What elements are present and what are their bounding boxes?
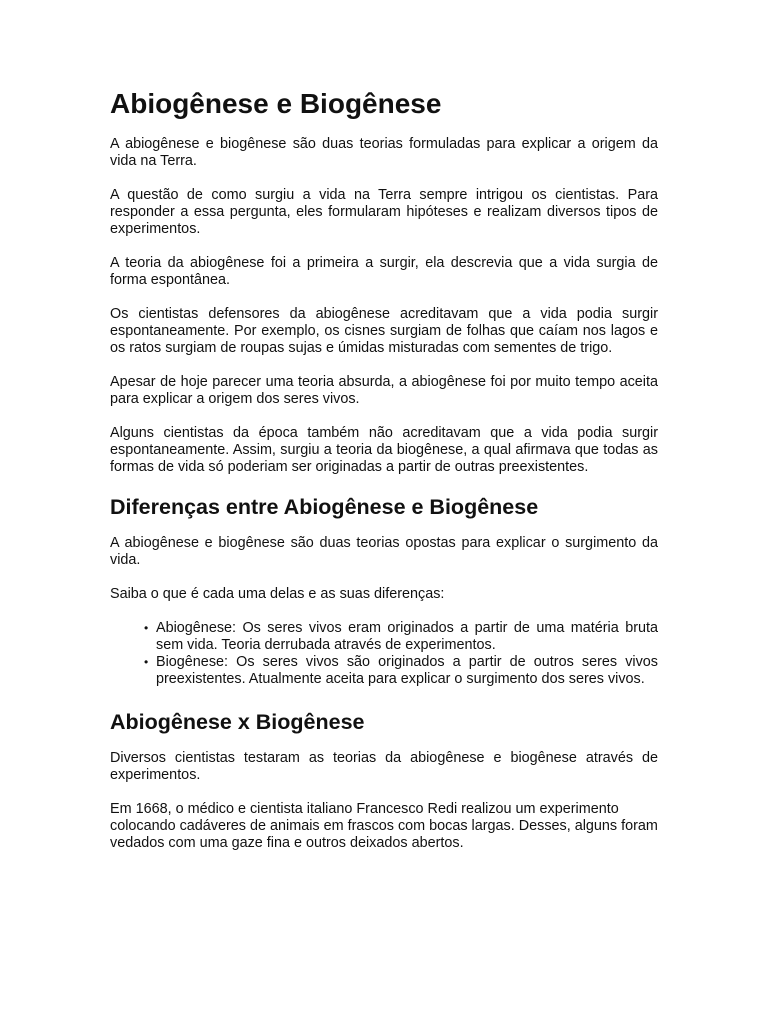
comparison-paragraph-2: Em 1668, o médico e cientista italiano Francesco Redi realizou um experimento colocando cadáveres de animais em frascos com bocas largas. Desses, alguns foram vedados com uma gaze fina e outros deixados abertos. xyxy=(110,801,658,851)
intro-paragraph-3: A teoria da abiogênese foi a primeira a surgir, ela descrevia que a vida surgia de forma espontânea. xyxy=(110,255,658,288)
differences-paragraph-2: Saiba o que é cada uma delas e as suas diferenças: xyxy=(110,586,445,602)
bullet-icon: • xyxy=(144,655,149,669)
section-heading-differences: Diferenças entre Abiogênese e Biogênese xyxy=(110,495,539,519)
document-page xyxy=(110,86,658,869)
list-item-text: Biogênese: Os seres vivos são originados a partir de outros seres vivos preexistentes. Atualmente aceita para explicar o surgimento dos seres vivos. xyxy=(156,654,658,687)
list-item-abiogenesis xyxy=(110,620,658,654)
intro-paragraph-1: A abiogênese e biogênese são duas teorias formuladas para explicar a origem da vida na Terra. xyxy=(110,136,658,169)
intro-paragraph-4: Os cientistas defensores da abiogênese acreditavam que a vida podia surgir espontaneamente. Por exemplo, os cisnes surgiam de folhas que caíam nos lagos e os ratos surgiam de roupas sujas e úmidas misturadas com sementes de trigo. xyxy=(110,306,658,356)
page-title: Abiogênese e Biogênese xyxy=(110,88,442,119)
intro-paragraph-6: Alguns cientistas da época também não acreditavam que a vida podia surgir espontaneamente. Assim, surgiu a teoria da biogênese, a qual afirmava que todas as formas de vida só poderiam ser originadas a partir de outras preexistentes. xyxy=(110,425,658,475)
bullet-icon: • xyxy=(144,621,149,635)
comparison-paragraph-1: Diversos cientistas testaram as teorias da abiogênese e biogênese através de experimentos. xyxy=(110,750,658,783)
intro-paragraph-2: A questão de como surgiu a vida na Terra sempre intrigou os cientistas. Para responder a essa pergunta, eles formularam hipóteses e realizam diversos tipos de experimentos. xyxy=(110,187,658,237)
section-heading-comparison: Abiogênese x Biogênese xyxy=(110,710,365,734)
differences-paragraph-1: A abiogênese e biogênese são duas teorias opostas para explicar o surgimento da vida. xyxy=(110,535,658,568)
differences-list xyxy=(110,620,658,688)
list-item-biogenesis xyxy=(110,654,658,688)
list-item-text: Abiogênese: Os seres vivos eram originados a partir de uma matéria bruta sem vida. Teoria derrubada através de experimentos. xyxy=(156,620,658,653)
intro-paragraph-5: Apesar de hoje parecer uma teoria absurda, a abiogênese foi por muito tempo aceita para explicar a origem dos seres vivos. xyxy=(110,374,658,407)
